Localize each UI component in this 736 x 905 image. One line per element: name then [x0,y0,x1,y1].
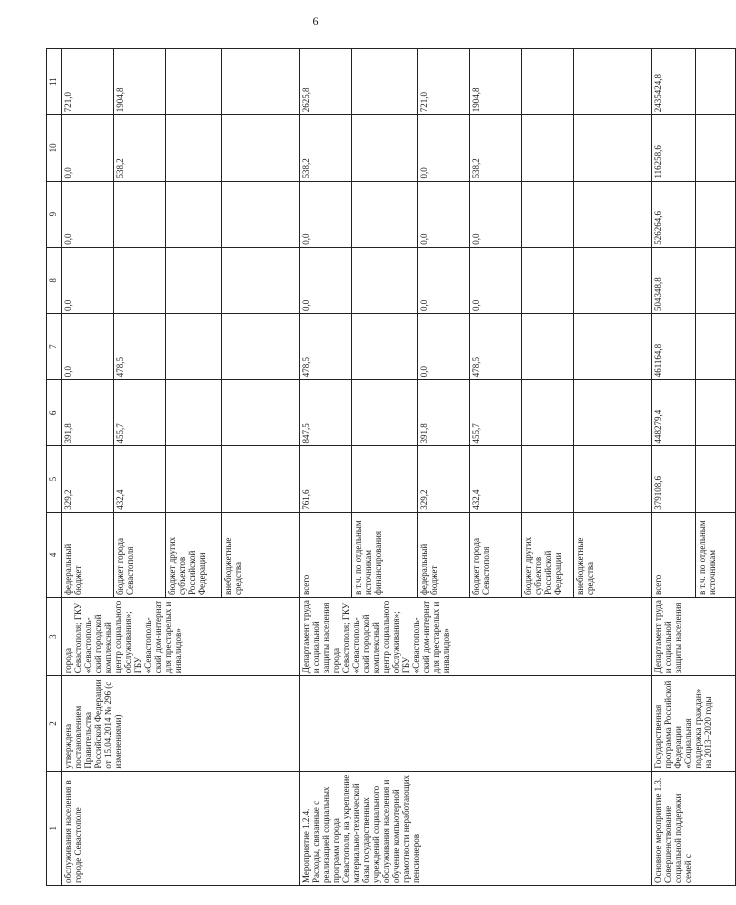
value-cell: 721,0 [418,49,470,115]
value-cell: 0,0 [470,181,522,247]
value-cell [522,247,574,313]
value-cell: 0,0 [62,314,114,380]
value-cell [352,247,418,313]
value-cell: 761,6 [300,446,352,512]
value-cell [574,314,652,380]
header-cell: 4 [47,512,62,597]
value-cell: 116258,6 [652,115,696,181]
source-cell: внебюджетные средства [574,512,652,597]
program-cell: утверждена постановлением Правительства Российской Федерации от 15.04.2014 № 296 (с изменениями) [62,676,300,771]
value-cell: 0,0 [418,181,470,247]
value-cell [352,380,418,446]
value-cell [166,314,222,380]
value-cell [696,446,736,512]
value-cell: 0,0 [62,247,114,313]
page-number: 6 [312,14,319,28]
source-cell: всего [652,512,696,597]
value-cell [114,181,166,247]
value-cell: 432,4 [470,446,522,512]
value-cell: 0,0 [300,181,352,247]
value-cell: 526264,6 [652,181,696,247]
header-cell: 7 [47,314,62,380]
value-cell: 0,0 [62,115,114,181]
value-cell: 2625,8 [300,49,352,115]
value-cell [522,380,574,446]
value-cell: 1904,8 [470,49,522,115]
value-cell: 0,0 [418,314,470,380]
value-cell [696,380,736,446]
value-cell: 1904,8 [114,49,166,115]
value-cell [696,115,736,181]
value-cell: 504348,8 [652,247,696,313]
value-cell: 329,2 [418,446,470,512]
value-cell: 0,0 [418,115,470,181]
header-cell: 1 [47,771,62,885]
source-cell: федеральный бюджет [418,512,470,597]
value-cell [166,446,222,512]
value-cell [352,49,418,115]
value-cell [696,49,736,115]
value-cell: 0,0 [418,247,470,313]
source-cell: всего [300,512,352,597]
value-cell [352,314,418,380]
value-cell: 432,4 [114,446,166,512]
executor-cell: Департамент труда и социальной защиты населения [652,598,736,676]
value-cell: 0,0 [470,247,522,313]
value-cell [222,247,300,313]
value-cell [222,380,300,446]
value-cell [574,49,652,115]
header-cell: 11 [47,49,62,115]
value-cell [166,247,222,313]
executor-cell: города Севастополя; ГКУ «Севастополь-ский городской комплексный центр социального обслуживания»; ГБУ «Севастополь-ский дом-интернат для престарелых и инвалидов» [62,598,300,676]
header-cell: 9 [47,181,62,247]
value-cell: 478,5 [300,314,352,380]
value-cell [114,247,166,313]
value-cell: 455,7 [114,380,166,446]
table-row [652,49,696,886]
value-cell [522,49,574,115]
activity-cell: Мероприятие 1.2.4. Расходы, связанные с реализацией социальных программ города Севастополя, на укрепление материально-технической базы государственных учреждений социального обслуживания населения и обучение компьютерной грамотности неработающих пенсионеров [300,771,652,885]
header-cell: 5 [47,446,62,512]
value-cell: 538,2 [470,115,522,181]
header-cell: 6 [47,380,62,446]
value-cell [166,115,222,181]
value-cell [574,380,652,446]
value-cell [166,380,222,446]
header-cell: 2 [47,676,62,771]
value-cell [574,247,652,313]
value-cell: 461164,8 [652,314,696,380]
value-cell [352,181,418,247]
value-cell: 391,8 [418,380,470,446]
header-cell: 8 [47,247,62,313]
table-row [300,49,352,886]
value-cell: 721,0 [62,49,114,115]
activity-cell: Основное мероприятие 1.3. Совершенствование социальной поддержки семей с [652,771,736,885]
value-cell [222,49,300,115]
source-cell: внебюджетные средства [222,512,300,597]
value-cell: 2435424,8 [652,49,696,115]
value-cell [522,181,574,247]
source-cell: бюджет других субъектов Российской Федерации [166,512,222,597]
program-cell [300,676,652,771]
source-cell: бюджет города Севастополя [470,512,522,597]
value-cell [696,314,736,380]
value-cell [222,181,300,247]
value-cell [352,115,418,181]
table-row [62,49,114,886]
value-cell: 478,5 [114,314,166,380]
value-cell [352,446,418,512]
value-cell [222,314,300,380]
value-cell [696,247,736,313]
executor-cell: Департамент труда и социальной защиты населения города Севастополя; ГКУ «Севастополь-ский городской комплексный центр социального обслуживания»; ГБУ «Севастополь-ский дом-интернат для престарелых и инвалидов» [300,598,652,676]
value-cell [166,49,222,115]
value-cell [522,115,574,181]
value-cell [222,446,300,512]
rotated-table-frame [46,48,717,886]
value-cell [522,314,574,380]
table-header-row [47,49,62,886]
value-cell: 0,0 [62,181,114,247]
source-cell: бюджет других субъектов Российской Федерации [522,512,574,597]
source-cell: бюджет города Севастополя [114,512,166,597]
source-cell: федеральный бюджет [62,512,114,597]
value-cell: 847,5 [300,380,352,446]
value-cell: 379108,6 [652,446,696,512]
value-cell: 478,5 [470,314,522,380]
value-cell [696,181,736,247]
value-cell: 0,0 [300,247,352,313]
value-cell: 329,2 [62,446,114,512]
value-cell: 538,2 [300,115,352,181]
source-cell: в т.ч. по отдельным источникам финансирования [352,512,418,597]
value-cell [574,115,652,181]
value-cell: 538,2 [114,115,166,181]
program-cell: Государственная программа Российской Федерации «Социальная поддержка граждан» на 2013–2020 годы [652,676,736,771]
value-cell [166,181,222,247]
value-cell [222,115,300,181]
value-cell [574,446,652,512]
source-cell: в т.ч. по отдельным источникам [696,512,736,597]
value-cell: 455,7 [470,380,522,446]
value-cell: 448279,4 [652,380,696,446]
header-cell: 10 [47,115,62,181]
value-cell: 391,8 [62,380,114,446]
header-cell: 3 [47,598,62,676]
value-cell [574,181,652,247]
budget-table [46,48,736,886]
value-cell [522,446,574,512]
activity-cell: обслуживания населения в городе Севастополе [62,771,300,885]
